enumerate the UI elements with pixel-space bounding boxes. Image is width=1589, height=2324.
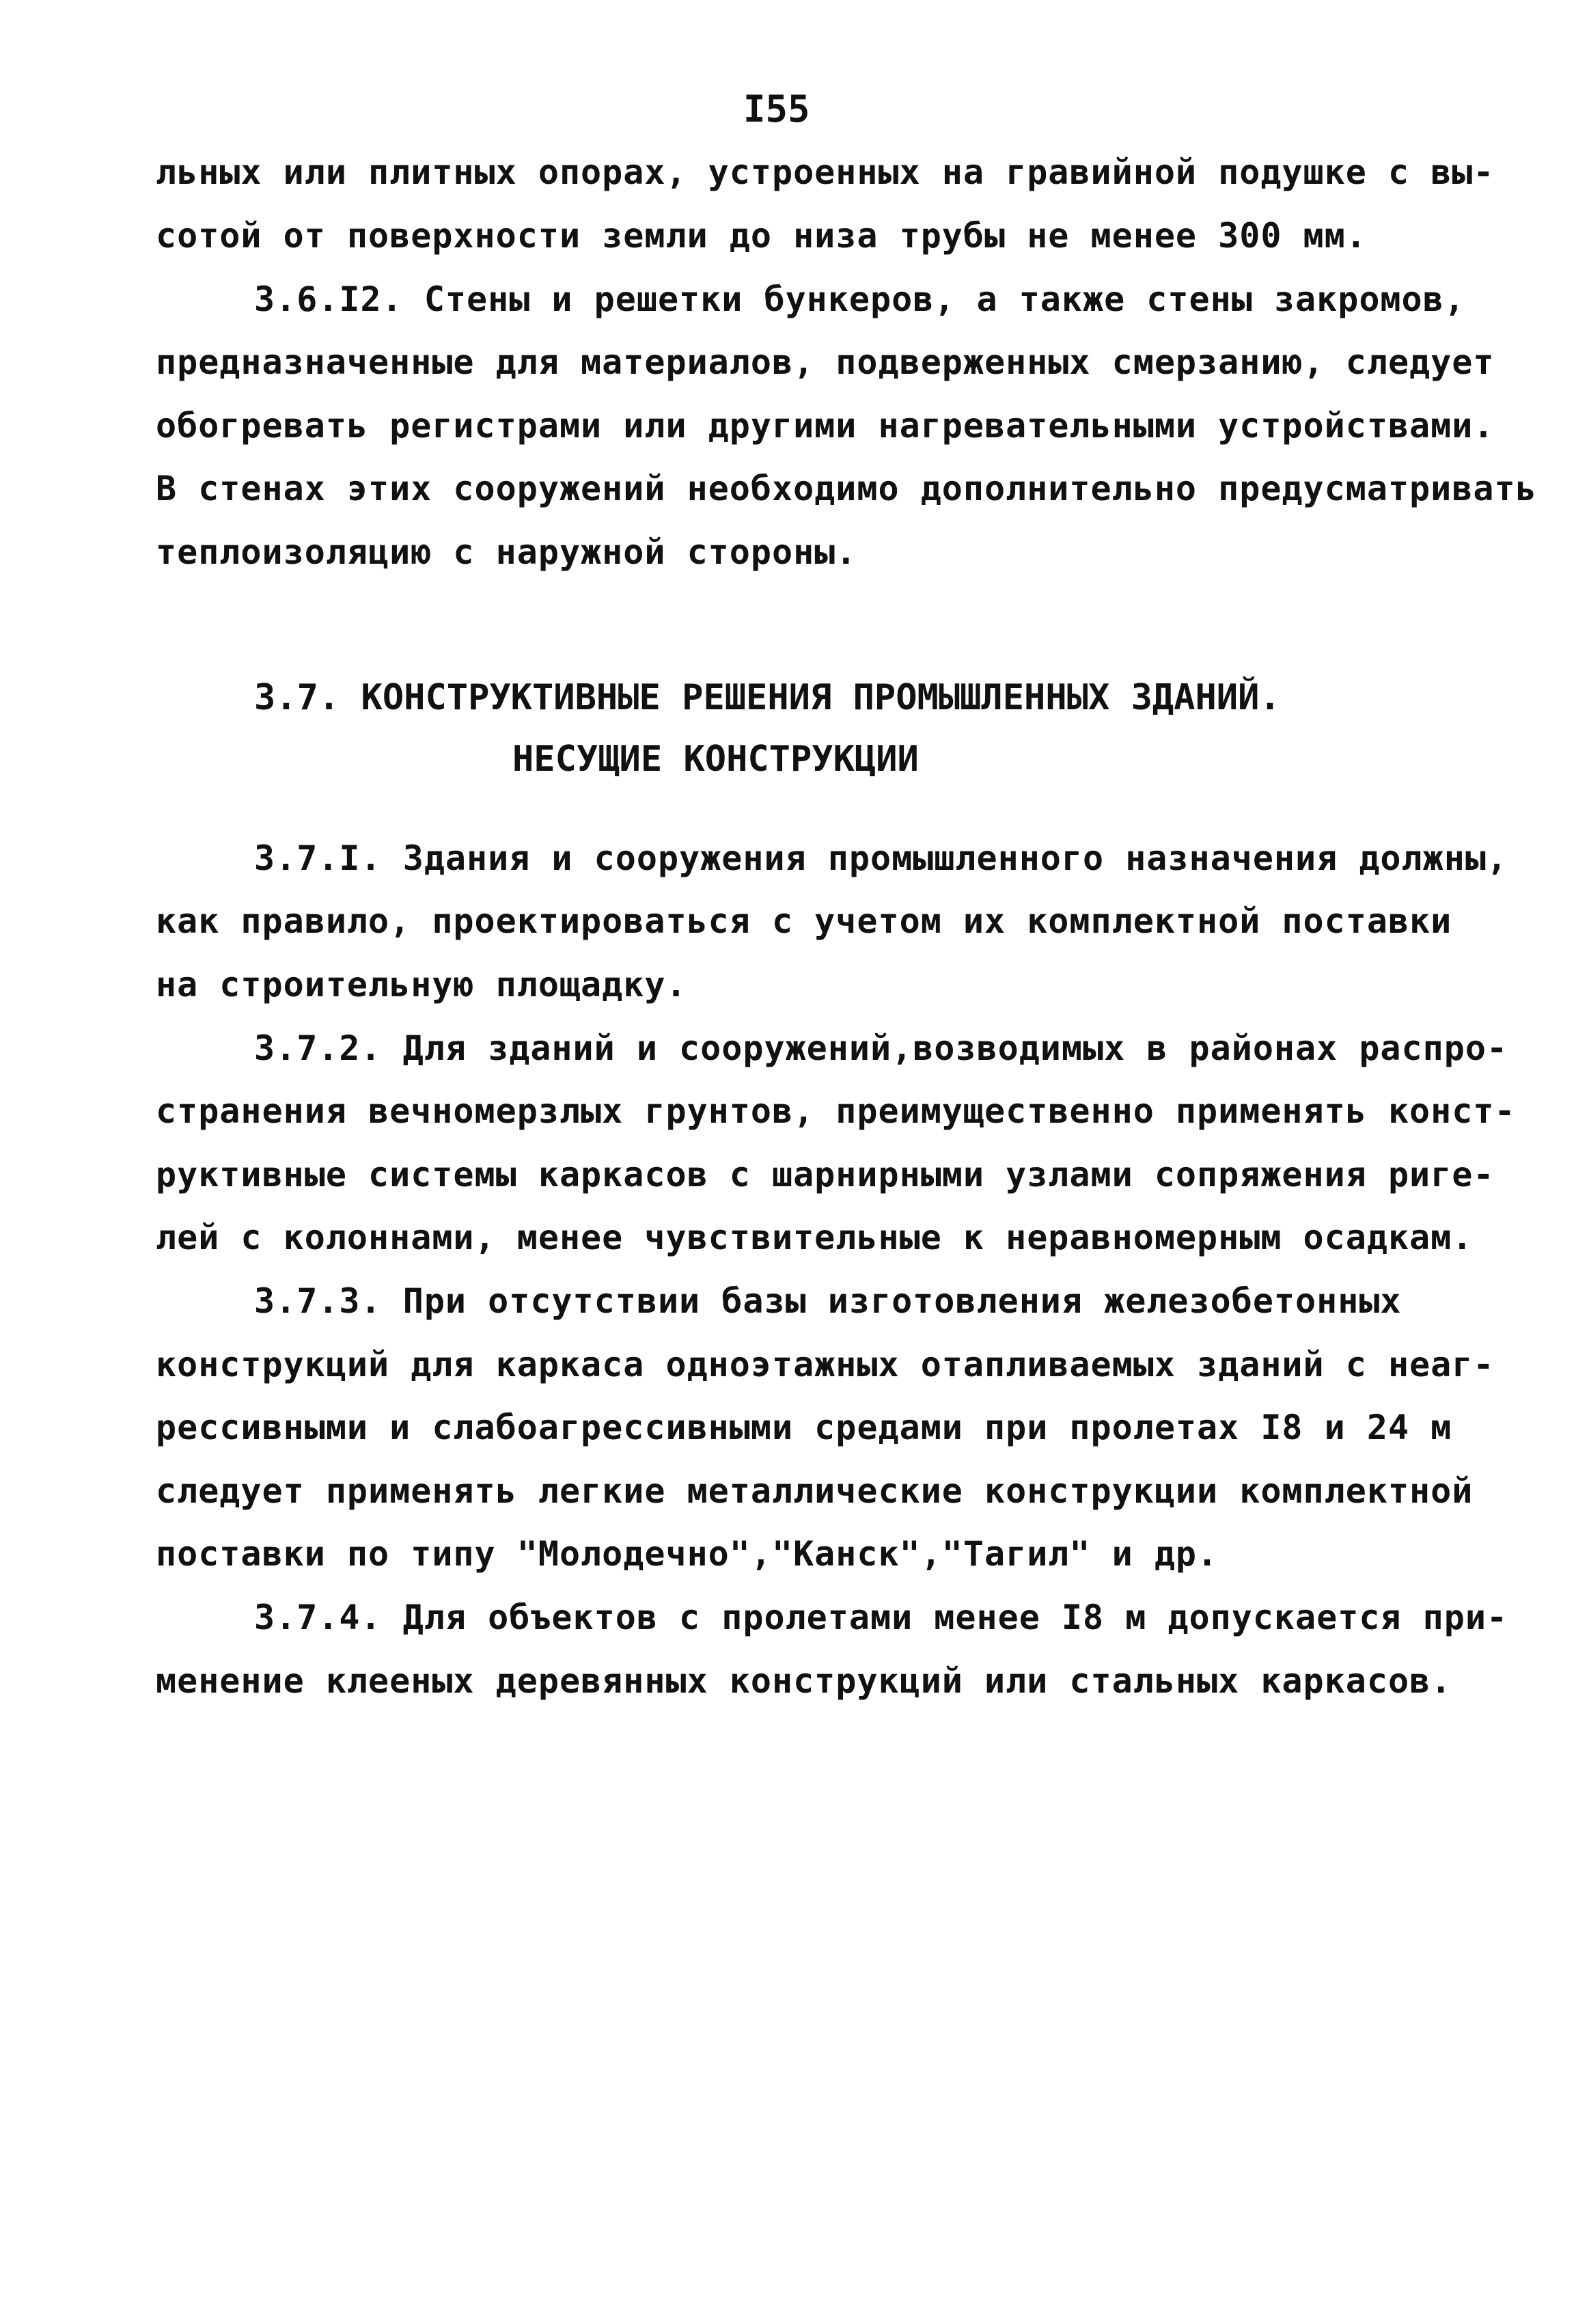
paragraph-3-7-1-line: 3.7.I. Здания и сооружения промышленного назначения должны, [254,838,1508,878]
section-subheading: НЕСУЩИЕ КОНСТРУКЦИИ [512,739,919,780]
paragraph-3-7-3-line: 3.7.3. При отсутствии базы изготовления железобетонных [254,1281,1402,1321]
paragraph-3-7-3-line: следует применять легкие металлические конструкции комплектной [156,1471,1474,1511]
section-heading: 3.7. КОНСТРУКТИВНЫЕ РЕШЕНИЯ ПРОМЫШЛЕННЫХ ЗДАНИЙ. [254,677,1281,718]
page-number: I55 [743,87,810,131]
paragraph-3-7-3-line: рессивными и слабоагрессивными средами при пролетах I8 и 24 м [156,1408,1452,1447]
paragraph-3-6-12-line: предназначенные для материалов, подверженных смерзанию, следует [156,342,1495,382]
paragraph-3-6-12-line: обогревать регистрами или другими нагревательными устройствами. [156,406,1495,446]
paragraph-3-6-12-line: В стенах этих сооружений необходимо дополнительно предусматривать [156,469,1537,508]
paragraph-3-7-2-line: лей с колоннами, менее чувствительные к неравномерным осадкам. [156,1218,1474,1257]
text-line: сотой от поверхности земли до низа трубы не менее 300 мм. [156,216,1367,256]
paragraph-3-7-4-line: 3.7.4. Для объектов с пролетами менее I8 м допускается при- [254,1598,1508,1637]
paragraph-3-7-4-line: менение клееных деревянных конструкций или стальных каркасов. [156,1661,1452,1701]
paragraph-3-7-3-line: поставки по типу "Молодечно","Канск","Тагил" и др. [156,1534,1219,1574]
paragraph-3-7-3-line: конструкций для каркаса одноэтажных отапливаемых зданий с неаг- [156,1345,1495,1384]
paragraph-3-7-1-line: как правило, проектироваться с учетом их комплектной поставки [156,901,1452,941]
paragraph-3-6-12-line: теплоизоляцию с наружной стороны. [156,532,857,572]
text-line: льных или плитных опорах, устроенных на гравийной подушке с вы- [156,152,1495,192]
paragraph-3-6-12-line: 3.6.I2. Стены и решетки бункеров, а также стены закромов, [254,279,1465,319]
paragraph-3-7-2-line: странения вечномерзлых грунтов, преимущественно применять конст- [156,1091,1516,1131]
paragraph-3-7-2-line: руктивные системы каркасов с шарнирными узлами сопряжения риге- [156,1155,1495,1194]
paragraph-3-7-2-line: 3.7.2. Для зданий и сооружений,возводимых в районах распро- [254,1028,1508,1068]
paragraph-3-7-1-line: на строительную площадку. [156,965,687,1004]
